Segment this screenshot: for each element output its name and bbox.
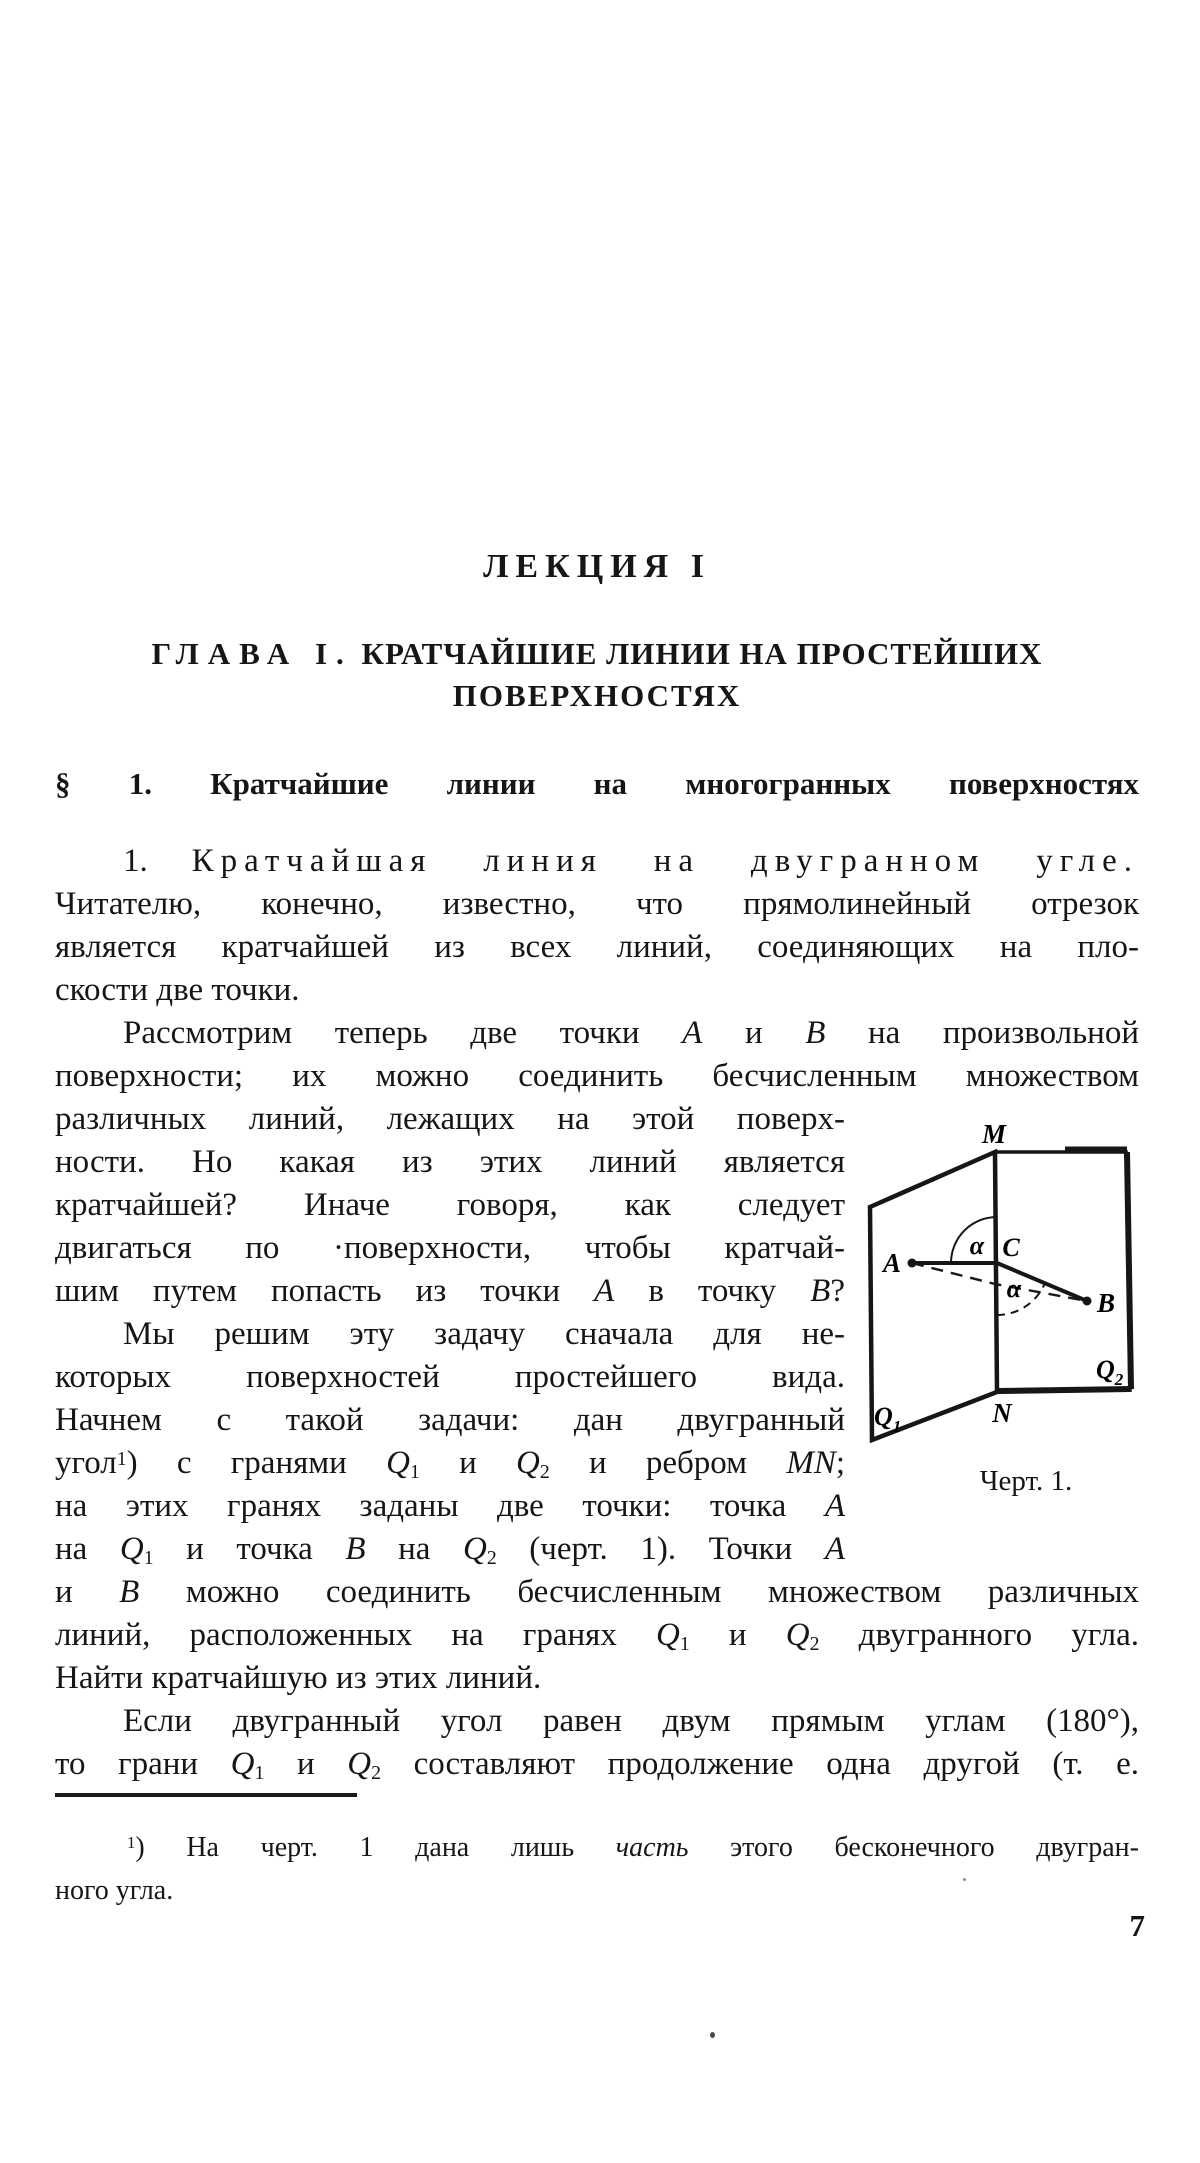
text-line: кратчайшей? Иначе говоря, как следует [55,1187,845,1223]
point-b-dot [1083,1297,1092,1306]
text-line: является кратчайшей из всех линий, соединяющих на пло- [55,929,1139,965]
text-line: Начнем с такой задачи: дан двугранный [55,1402,845,1438]
dihedral-angle-drawing [855,1106,1145,1458]
face-q2-bottom-edge [998,1389,1131,1391]
figure-caption: Черт. 1. [979,1465,1073,1497]
text-line: Рассмотрим теперь две точки А и В на произвольной [123,1015,1139,1051]
text-line: двигаться по ·поверхности, чтобы кратчай- [55,1230,845,1266]
point-b-label: В [1096,1288,1116,1318]
angle-alpha-upper-label: α [969,1231,985,1260]
text-line: и В можно соединить бесчисленным множеством различных [55,1574,1139,1610]
text-line: на этих гранях заданы две точки: точка А [55,1488,845,1524]
face-q1-shape [870,1152,997,1440]
text-line: на $Q_1$ и точка В на $Q_2$ (черт. 1). Точки А [55,1531,845,1569]
footnote-rule [55,1793,357,1797]
text-line: линий, расположенных на гранях $Q_1$ и $Q_2$ двугранного угла. [55,1617,1139,1655]
text-line: которых поверхностей простейшего вида. [55,1359,845,1395]
face-q2-label: $Q_2$ [1096,1355,1124,1389]
text-line: скости две точки. [55,972,300,1008]
footnote-line: $^1$) На черт. 1 дана лишь часть этого бесконечного двугран- [127,1832,1139,1863]
text-line: ности. Но какая из этих линий является [55,1144,845,1180]
face-q2-right-edge [1127,1152,1131,1389]
text-line: Если двугранный угол равен двум прямым углам (180°), [123,1703,1139,1739]
page-number: 7 [1129,1908,1145,1943]
text-line: то грани $Q_1$ и $Q_2$ составляют продолжение одна другой (т. е. [55,1746,1139,1784]
point-n-label: N [992,1398,1012,1428]
text-line: поверхности; их можно соединить бесчисленным множеством [55,1058,1139,1094]
chapter-heading-line1: ГЛАВА I. КРАТЧАЙШИЕ ЛИНИИ НА ПРОСТЕЙШИХ [151,636,1043,671]
edge-mn-lower [996,1218,997,1392]
point-a-label: А [882,1248,902,1278]
text-line: шим путем попасть из точки А в точку В? [55,1273,845,1309]
text-line: Читателю, конечно, известно, что прямолинейный отрезок [55,886,1139,922]
chapter-heading-line2: ПОВЕРХНОСТЯХ [452,678,742,713]
angle-alpha-lower-label: α [1006,1274,1022,1303]
lecture-title: ЛЕКЦИЯ I [483,548,711,585]
scan-artifact-dot [963,1878,966,1881]
text-line: различных линий, лежащих на этой поверх- [55,1101,845,1137]
footnote-line: ного угла. [55,1875,174,1906]
point-m-label: M [981,1119,1007,1149]
footnote [55,1826,1139,1912]
text-line: Найти кратчайшую из этих линий. [55,1660,542,1696]
text-line: Мы решим эту задачу сначала для не- [123,1316,845,1352]
point-c-label: C [1002,1233,1020,1262]
figure-dihedral-angle [855,1106,1155,1498]
text-line: угол$^1$) с гранями $Q_1$ и $Q_2$ и ребром MN; [55,1445,845,1483]
scan-artifact-dot [710,2032,715,2038]
face-q1-label: $Q_1$ [874,1402,902,1436]
dashed-line-ab [912,1263,1087,1301]
text-line: 1. Кратчайшая линия на двугранном угле. [123,843,1139,879]
section-heading: § 1. Кратчайшие линии на многогранных поверхностях [55,766,1139,801]
